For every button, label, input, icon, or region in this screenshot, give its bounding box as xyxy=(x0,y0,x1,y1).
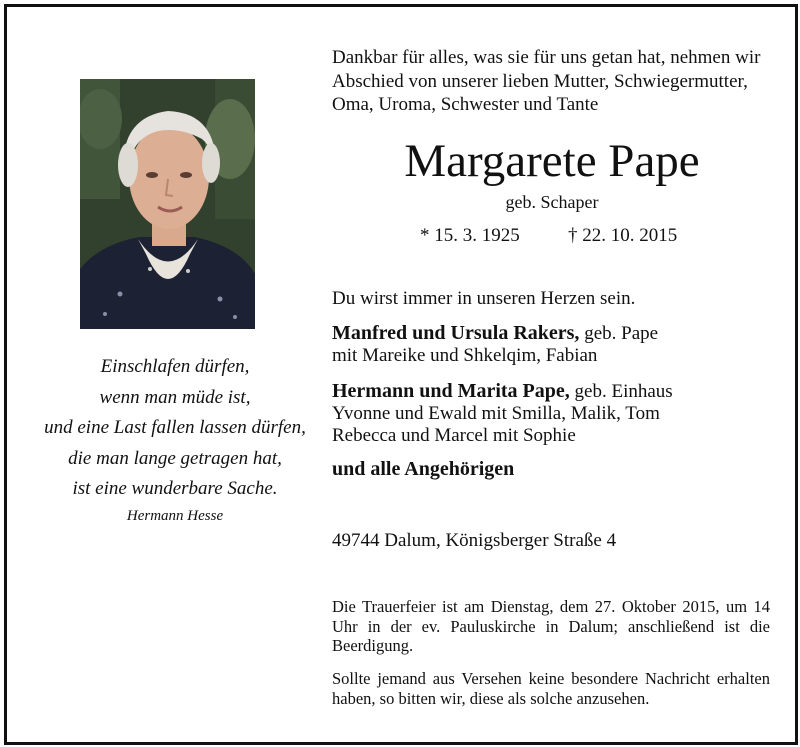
closing-info: Sollte jemand aus Versehen keine besondere Nachricht erhalten haben, so bitten wir, diese als solche anzusehen. xyxy=(332,669,770,708)
quote-line: und eine Last fallen lassen dürfen, xyxy=(44,417,306,438)
family-line: Yvonne und Ewald mit Smilla, Malik, Tom xyxy=(332,403,660,424)
family-maiden: geb. Einhaus xyxy=(569,381,673,402)
quote-line: die man lange getragen hat, xyxy=(68,447,282,469)
all-relatives: und alle Angehörigen xyxy=(332,458,515,480)
intro-line: Dankbar für alles, was sie für uns getan hat, nehmen wir xyxy=(332,47,761,68)
quote-line: ist eine wunderbare Sache. xyxy=(72,478,278,499)
intro-line: Oma, Uroma, Schwester und Tante xyxy=(332,94,599,115)
intro-text xyxy=(332,46,772,117)
quote-line: wenn man müde ist, xyxy=(99,386,251,408)
quote-block xyxy=(20,352,330,527)
intro-line: Abschied von unserer lieben Mutter, Schwiegermutter, xyxy=(332,70,748,92)
family-group xyxy=(332,322,772,367)
family-names: Hermann und Marita Pape, xyxy=(332,380,570,402)
family-line: mit Mareike und Shkelqim, Fabian xyxy=(332,345,598,366)
family-line: Rebecca und Marcel mit Sophie xyxy=(332,425,576,446)
birth-date: * 15. 3. 1925 xyxy=(420,225,520,246)
maiden-name: geb. Schaper xyxy=(505,192,599,212)
death-date: † 22. 10. 2015 xyxy=(568,225,678,246)
family-maiden: geb. Pape xyxy=(579,323,659,344)
deceased-name: Margarete Pape xyxy=(404,135,700,187)
funeral-info: Die Trauerfeier ist am Dienstag, dem 27. Oktober 2015, um 14 Uhr in der ev. Pauluskirche in Dalum; anschließend ist die Beerdigung. xyxy=(332,597,770,655)
portrait-photo xyxy=(80,79,255,329)
quote-author: Hermann Hesse xyxy=(126,507,224,524)
quote-line: Einschlafen dürfen, xyxy=(100,356,250,377)
sentiment-line: Du wirst immer in unseren Herzen sein. xyxy=(332,288,636,309)
family-group xyxy=(332,380,772,447)
address: 49744 Dalum, Königsberger Straße 4 xyxy=(332,530,617,551)
family-names: Manfred und Ursula Rakers, xyxy=(332,322,580,344)
